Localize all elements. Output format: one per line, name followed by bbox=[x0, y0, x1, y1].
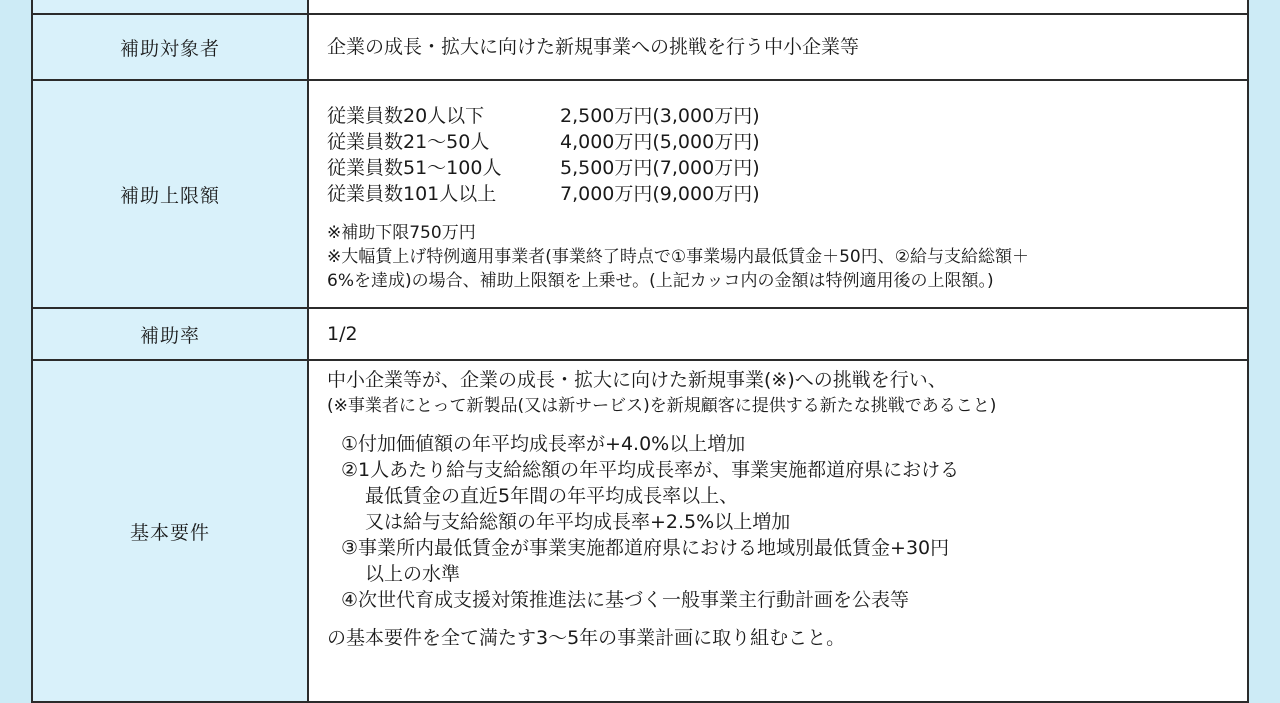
basic-item-list bbox=[327, 431, 1247, 613]
basic-item: ②1人あたり給与支給総額の年平均成長率が、事業実施都道府県における bbox=[341, 459, 960, 481]
limit-note: ※大幅賃上げ特例適用事業者(事業終了時点で①事業場内最低賃金＋50円、②給与支給総額＋ bbox=[327, 247, 1029, 267]
basic-sub-note: (※事業者にとって新製品(又は新サービス)を新規顧客に提供する新たな挑戦であること) bbox=[327, 396, 997, 416]
limit-note: ※補助下限750万円 bbox=[327, 223, 476, 243]
tier-amount: 5,500万円(7,000万円) bbox=[560, 157, 760, 179]
limit-tier bbox=[327, 181, 1247, 207]
limit-tier bbox=[327, 129, 1247, 155]
label-limit: 補助上限額 bbox=[32, 80, 308, 308]
limit-note: 6%を達成)の場合、補助上限額を上乗せ。(上記カッコ内の金額は特例適用後の上限額。) bbox=[327, 271, 994, 291]
label-basic bbox=[32, 360, 308, 702]
basic-item: ④次世代育成支援対策推進法に基づく一般事業主行動計画を公表等 bbox=[341, 589, 910, 611]
tier-employees: 従業員数21～50人 bbox=[327, 131, 490, 153]
basic-item-continuation: 以上の水準 bbox=[365, 563, 461, 585]
table-row-basic bbox=[32, 360, 1248, 702]
tier-amount: 7,000万円(9,000万円) bbox=[560, 183, 760, 205]
basic-footer: の基本要件を全て満たす3～5年の事業計画に取り組むこと。 bbox=[327, 627, 846, 649]
content-basic bbox=[308, 360, 1248, 702]
label-basic-text: 基本要件 bbox=[129, 521, 210, 544]
content-target bbox=[308, 14, 1248, 80]
basic-item-continuation: 最低賃金の直近5年間の年平均成長率以上、 bbox=[365, 485, 739, 507]
label-target: 補助対象者 bbox=[32, 14, 308, 80]
subsidy-requirements-table bbox=[31, 0, 1249, 703]
tier-amount: 2,500万円(3,000万円) bbox=[560, 105, 760, 127]
basic-item: ①付加価値額の年平均成長率が+4.0%以上増加 bbox=[341, 433, 746, 455]
table-row-cropped-top bbox=[32, 0, 1248, 14]
limit-tier-list bbox=[327, 103, 1247, 207]
limit-tier bbox=[327, 155, 1247, 181]
basic-item: ③事業所内最低賃金が事業実施都道府県における地域別最低賃金+30円 bbox=[341, 537, 950, 559]
label-rate: 補助率 bbox=[32, 308, 308, 360]
limit-notes bbox=[327, 221, 1247, 293]
tier-employees: 従業員数101人以上 bbox=[327, 183, 497, 205]
target-text: 企業の成長・拡大に向けた新規事業への挑戦を行う中小企業等 bbox=[327, 36, 860, 58]
limit-tier bbox=[327, 103, 1247, 129]
basic-item-continuation: 又は給与支給総額の年平均成長率+2.5%以上増加 bbox=[365, 511, 791, 533]
tier-employees: 従業員数20人以下 bbox=[327, 105, 485, 127]
table-row-target bbox=[32, 14, 1248, 80]
tier-employees: 従業員数51～100人 bbox=[327, 157, 502, 179]
content-cell-empty bbox=[308, 0, 1248, 14]
basic-intro: 中小企業等が、企業の成長・拡大に向けた新規事業(※)への挑戦を行い、 bbox=[327, 369, 947, 391]
content-rate bbox=[308, 308, 1248, 360]
content-limit bbox=[308, 80, 1248, 308]
table-row-limit bbox=[32, 80, 1248, 308]
rate-text: 1/2 bbox=[327, 323, 358, 345]
basic-requirements bbox=[327, 361, 1247, 651]
table-row-rate bbox=[32, 308, 1248, 360]
label-cell-empty bbox=[32, 0, 308, 14]
tier-amount: 4,000万円(5,000万円) bbox=[560, 131, 760, 153]
